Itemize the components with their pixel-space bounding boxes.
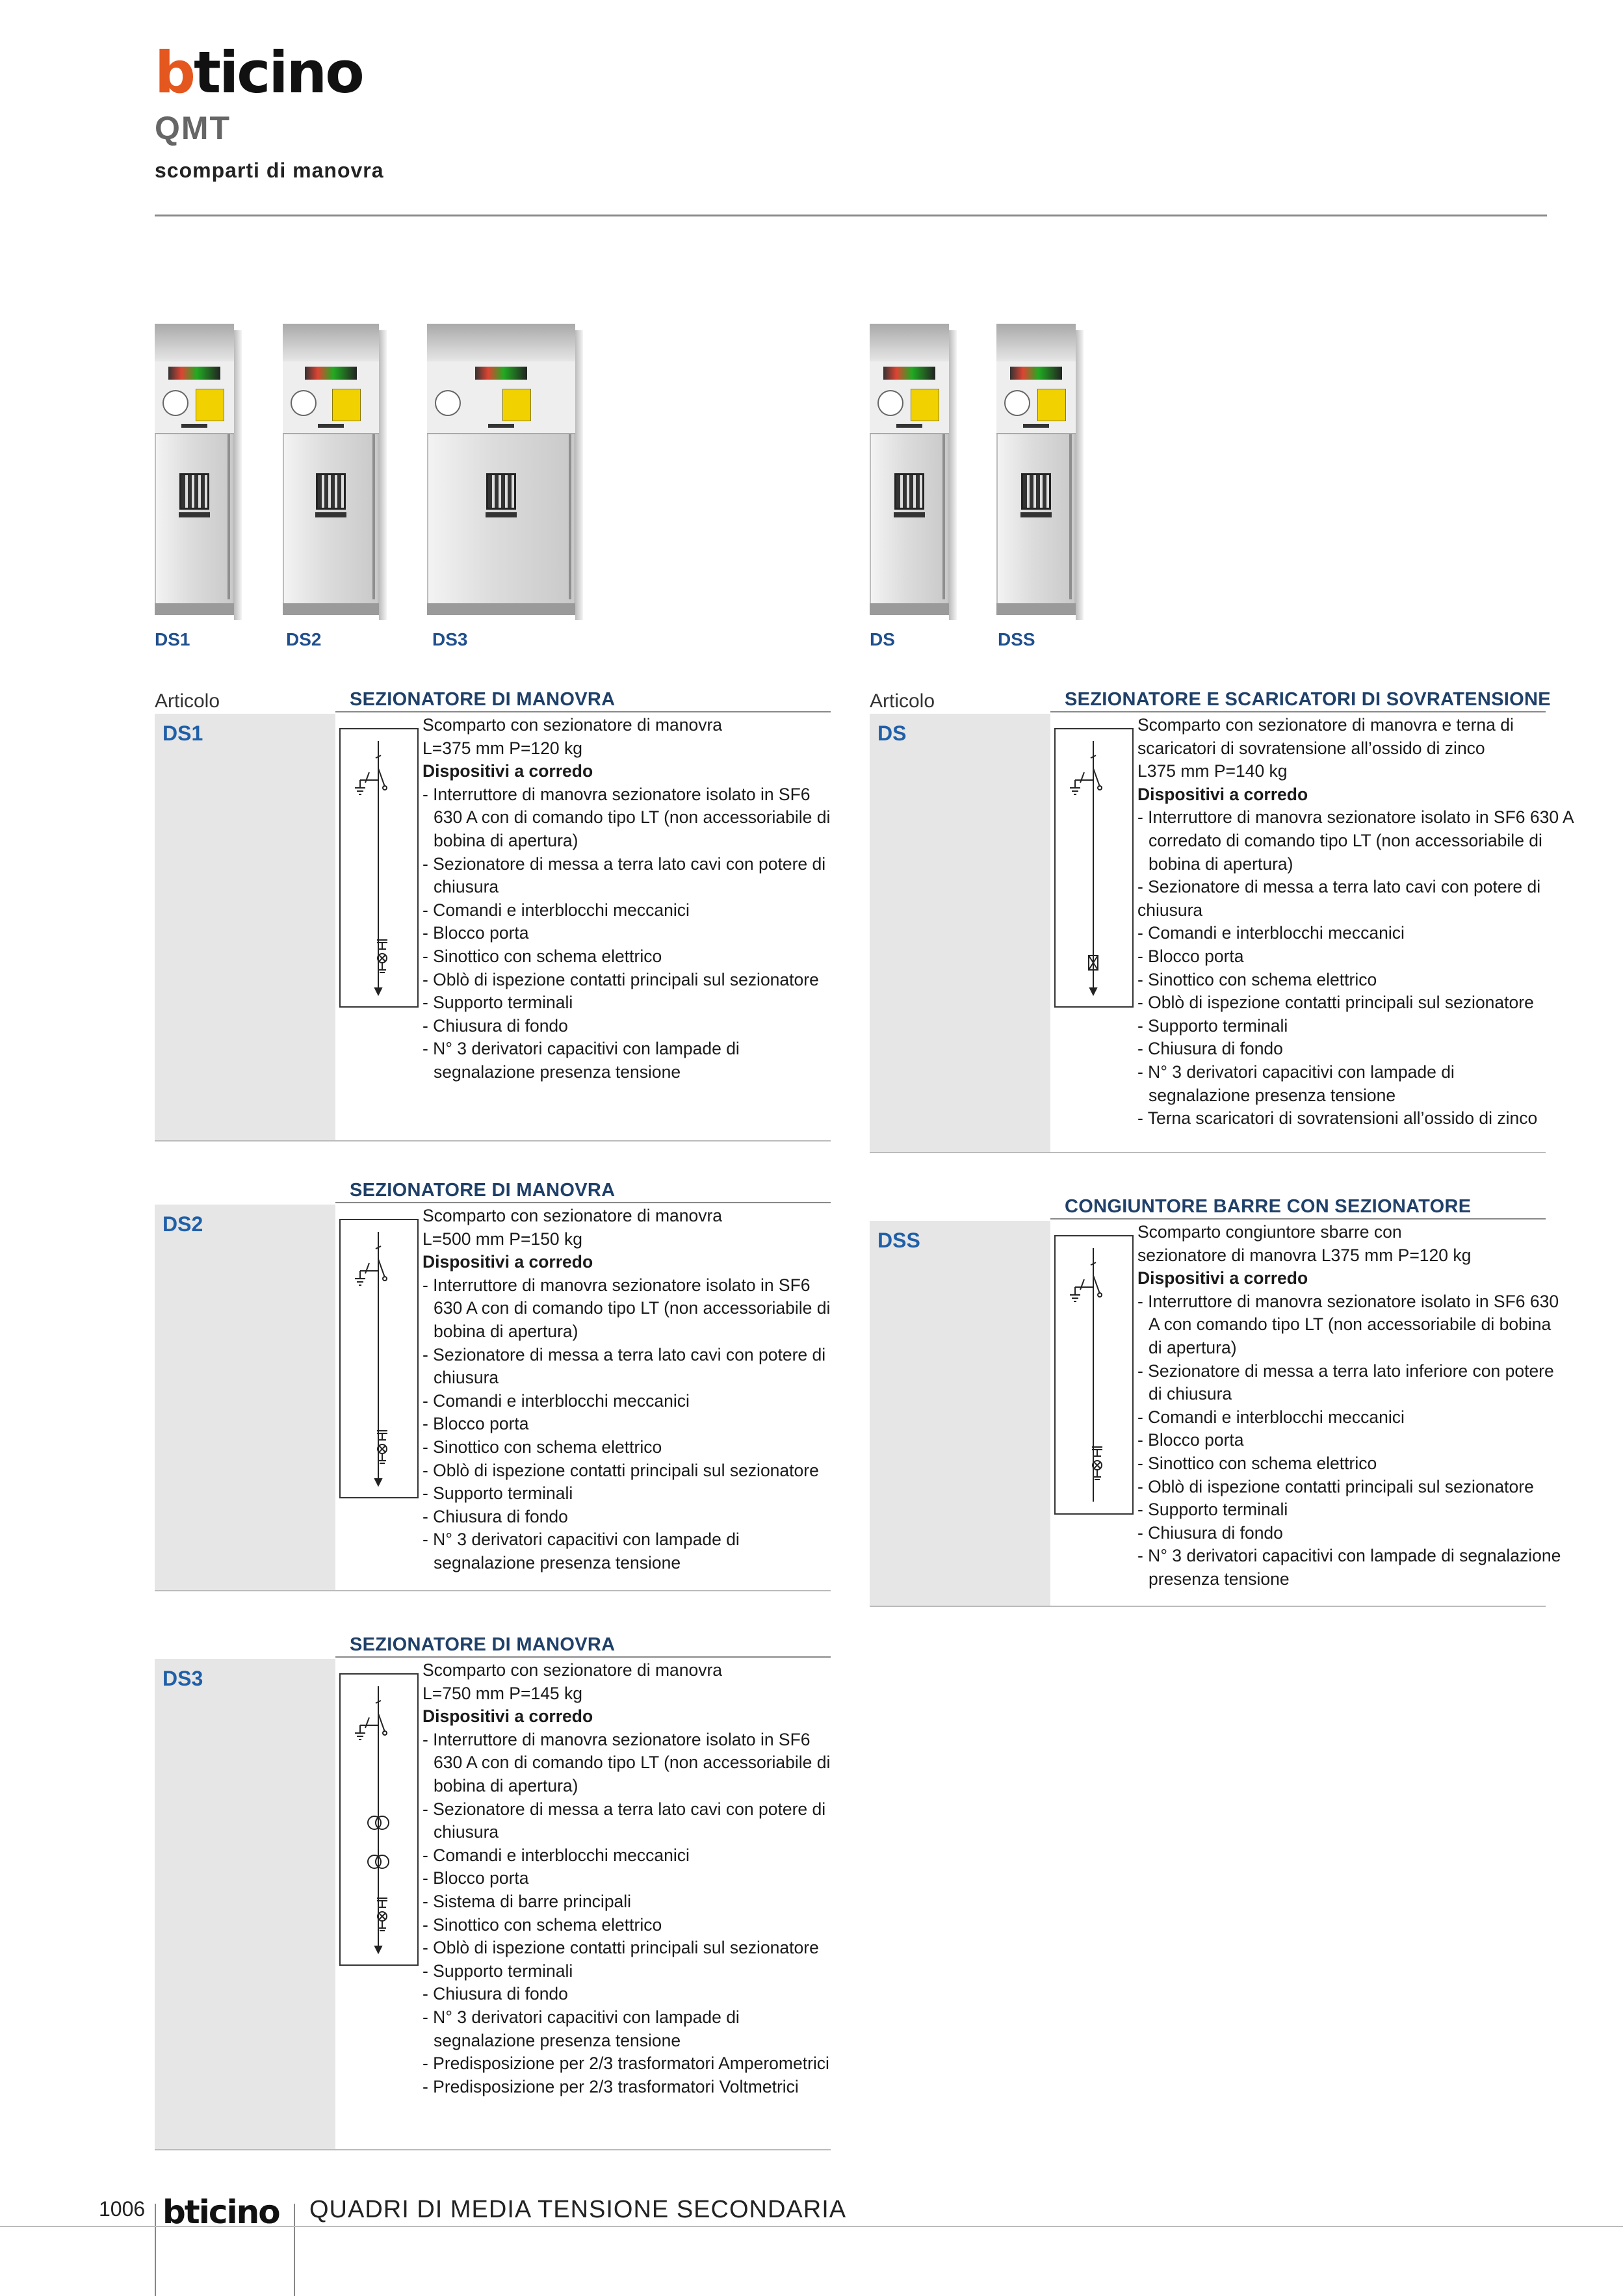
description-line: bobina di apertura) bbox=[434, 1775, 578, 1795]
footer-divider-left bbox=[155, 2204, 156, 2296]
description-line: Dispositivi a corredo bbox=[1137, 1268, 1308, 1288]
description-line: 630 A con di comando tipo LT (non accessoriabile di bbox=[434, 1753, 831, 1773]
description-line: - Interruttore di manovra sezionatore isolato in SF6 bbox=[422, 1275, 811, 1295]
description-line: - Blocco porta bbox=[422, 1414, 529, 1434]
single-line-diagram-ds2 bbox=[339, 1219, 419, 1498]
section-title-ds3: SEZIONATORE DI MANOVRA bbox=[350, 1634, 616, 1655]
description-line: L375 mm P=140 kg bbox=[1137, 761, 1288, 781]
section-title-ds1: SEZIONATORE DI MANOVRA bbox=[350, 689, 616, 710]
article-header-left: Articolo bbox=[155, 690, 220, 712]
description-line: - Supporto terminali bbox=[1137, 1015, 1288, 1036]
description-line: - Sistema di barre principali bbox=[422, 1891, 632, 1911]
description-line: - Oblò di ispezione contatti principali sul sezionatore bbox=[422, 1938, 819, 1958]
description-line: L=375 mm P=120 kg bbox=[422, 738, 583, 758]
description-line: - Blocco porta bbox=[422, 923, 529, 943]
article-code-ds2: DS2 bbox=[162, 1212, 203, 1236]
description-line: Scomparto congiuntore sbarre con bbox=[1137, 1222, 1402, 1242]
description-line: - Chiusura di fondo bbox=[422, 1984, 568, 2004]
description-line: - N° 3 derivatori capacitivi con lampade di bbox=[422, 2007, 740, 2027]
description-line: - Blocco porta bbox=[1137, 946, 1244, 966]
section-title-rule bbox=[335, 1656, 831, 1658]
article-column-ds1 bbox=[155, 714, 335, 1140]
description-line: Dispositivi a corredo bbox=[422, 761, 593, 781]
description-line: - Sinottico con schema elettrico bbox=[422, 1437, 662, 1457]
description-line: - Interruttore di manovra sezionatore isolato in SF6 630 A bbox=[1137, 807, 1574, 828]
description-line: segnalazione presenza tensione bbox=[434, 2030, 681, 2050]
description-line: - Oblò di ispezione contatti principali sul sezionatore bbox=[422, 1460, 819, 1480]
cabinet-label-ds2: DS2 bbox=[286, 629, 322, 649]
description-line: - Sinottico con schema elettrico bbox=[1137, 969, 1377, 989]
description-line: - Comandi e interblocchi meccanici bbox=[422, 900, 690, 920]
article-code-ds3: DS3 bbox=[162, 1667, 203, 1690]
page-subtitle: scomparti di manovra bbox=[155, 159, 384, 182]
description-line: - Interruttore di manovra sezionatore isolato in SF6 bbox=[422, 1729, 811, 1749]
article-code-ds: DS bbox=[877, 722, 907, 745]
section-title-rule bbox=[335, 711, 831, 712]
article-column-ds2 bbox=[155, 1205, 335, 1590]
single-line-diagram-ds bbox=[1054, 728, 1134, 1008]
description-line: bobina di apertura) bbox=[434, 1321, 578, 1341]
description-line: - Predisposizione per 2/3 trasformatori Voltmetrici bbox=[422, 2076, 799, 2096]
brand-logo: bticino bbox=[155, 39, 363, 106]
description-line: - Oblò di ispezione contatti principali sul sezionatore bbox=[1137, 1476, 1534, 1496]
description-line: segnalazione presenza tensione bbox=[1149, 1085, 1396, 1105]
description-line: - Chiusura di fondo bbox=[1137, 1039, 1283, 1059]
cabinet-image-ds bbox=[870, 324, 949, 615]
section-title-rule bbox=[335, 1202, 831, 1203]
description-line: - Predisposizione per 2/3 trasformatori Amperometrici bbox=[422, 2054, 829, 2074]
description-line: - N° 3 derivatori capacitivi con lampade di segnalazione bbox=[1137, 1546, 1561, 1566]
section-title-dss: CONGIUNTORE BARRE CON SEZIONATORE bbox=[1065, 1196, 1472, 1217]
description-line: - Oblò di ispezione contatti principali sul sezionatore bbox=[1137, 993, 1534, 1013]
description-line: Dispositivi a corredo bbox=[422, 1706, 593, 1727]
cabinet-image-ds2 bbox=[283, 324, 379, 615]
description-line: presenza tensione bbox=[1149, 1569, 1290, 1589]
description-line: - Comandi e interblocchi meccanici bbox=[422, 1845, 690, 1865]
description-line: - Supporto terminali bbox=[422, 1483, 573, 1504]
section-title-rule bbox=[1050, 1218, 1546, 1220]
description-line: - Chiusura di fondo bbox=[1137, 1522, 1283, 1543]
page-number: 1006 bbox=[99, 2197, 146, 2221]
description-line: Scomparto con sezionatore di manovra bbox=[422, 715, 723, 735]
article-column-ds bbox=[870, 714, 1050, 1152]
description-line: corredato di comando tipo LT (non accessoriabile di bbox=[1149, 830, 1542, 850]
description-line: - Sezionatore di messa a terra lato cavi con potere di bbox=[1137, 877, 1541, 897]
section-bottom-rule bbox=[155, 1590, 831, 1591]
description-line: - Sezionatore di messa a terra lato cavi con potere di bbox=[422, 854, 826, 874]
description-line: di apertura) bbox=[1149, 1337, 1237, 1357]
description-line: Dispositivi a corredo bbox=[1137, 784, 1308, 804]
section-bottom-rule bbox=[155, 2149, 831, 2150]
section-description-dss bbox=[1137, 1221, 1561, 1591]
description-line: - Supporto terminali bbox=[422, 993, 573, 1013]
product-name: QMT bbox=[155, 110, 231, 146]
cabinet-image-ds1 bbox=[155, 324, 234, 615]
description-line: bobina di apertura) bbox=[434, 830, 578, 850]
single-line-diagram-dss bbox=[1054, 1235, 1134, 1515]
description-line: - N° 3 derivatori capacitivi con lampade di bbox=[1137, 1062, 1455, 1082]
description-line: segnalazione presenza tensione bbox=[434, 1062, 681, 1082]
section-description-ds2 bbox=[422, 1205, 830, 1575]
footer-title: QUADRI DI MEDIA TENSIONE SECONDARIA bbox=[309, 2196, 847, 2223]
description-line: chiusura bbox=[434, 877, 499, 897]
description-line: - Chiusura di fondo bbox=[422, 1506, 568, 1526]
description-line: L=500 mm P=150 kg bbox=[422, 1229, 583, 1249]
section-title-ds: SEZIONATORE E SCARICATORI DI SOVRATENSIONE bbox=[1065, 689, 1551, 710]
cabinet-label-ds: DS bbox=[870, 629, 895, 649]
description-line: - Chiusura di fondo bbox=[422, 1015, 568, 1036]
single-line-diagram-ds1 bbox=[339, 728, 419, 1008]
description-line: Scomparto con sezionatore di manovra bbox=[422, 1660, 723, 1680]
description-line: A con comando tipo LT (non accessoriabile di bobina bbox=[1149, 1314, 1552, 1335]
description-line: - Terna scaricatori di sovratensioni all’ossido di zinco bbox=[1137, 1108, 1538, 1128]
description-line: - Supporto terminali bbox=[1137, 1500, 1288, 1520]
description-line: chiusura bbox=[434, 1822, 499, 1842]
cabinet-image-ds3 bbox=[427, 324, 575, 615]
description-line: - Comandi e interblocchi meccanici bbox=[422, 1390, 690, 1411]
article-code-ds1: DS1 bbox=[162, 722, 203, 745]
description-line: Scomparto con sezionatore di manovra e terna di bbox=[1137, 715, 1514, 735]
cabinet-label-dss: DSS bbox=[998, 629, 1035, 649]
description-line: scaricatori di sovratensione all’ossido di zinco bbox=[1137, 738, 1485, 758]
cabinet-image-dss bbox=[996, 324, 1076, 615]
description-line: chiusura bbox=[434, 1368, 499, 1388]
description-line: - Interruttore di manovra sezionatore isolato in SF6 bbox=[422, 784, 811, 804]
description-line: - Blocco porta bbox=[1137, 1430, 1244, 1450]
article-code-dss: DSS bbox=[877, 1229, 920, 1252]
description-line: L=750 mm P=145 kg bbox=[422, 1683, 583, 1703]
header-rule bbox=[155, 215, 1547, 216]
description-line: - N° 3 derivatori capacitivi con lampade di bbox=[422, 1530, 740, 1550]
section-bottom-rule bbox=[870, 1152, 1546, 1153]
description-line: bobina di apertura) bbox=[1149, 854, 1293, 874]
description-line: segnalazione presenza tensione bbox=[434, 1552, 681, 1572]
description-line: - Interruttore di manovra sezionatore isolato in SF6 630 bbox=[1137, 1291, 1559, 1311]
description-line: di chiusura bbox=[1149, 1384, 1232, 1404]
description-line: Scomparto con sezionatore di manovra bbox=[422, 1206, 723, 1225]
section-title-ds2: SEZIONATORE DI MANOVRA bbox=[350, 1180, 616, 1201]
description-line: - Sezionatore di messa a terra lato cavi con potere di bbox=[422, 1799, 826, 1819]
footer-logo: bticino bbox=[162, 2193, 279, 2231]
section-description-ds bbox=[1137, 714, 1574, 1130]
section-description-ds3 bbox=[422, 1659, 830, 2098]
description-line: 630 A con di comando tipo LT (non accessoriabile di bbox=[434, 1298, 831, 1318]
section-title-rule bbox=[1050, 711, 1546, 712]
section-bottom-rule bbox=[870, 1606, 1546, 1607]
description-line: - Comandi e interblocchi meccanici bbox=[1137, 923, 1405, 943]
description-line: - N° 3 derivatori capacitivi con lampade di bbox=[422, 1039, 740, 1059]
article-header-right: Articolo bbox=[870, 690, 935, 712]
description-line: Dispositivi a corredo bbox=[422, 1252, 593, 1272]
description-line: - Sinottico con schema elettrico bbox=[422, 1914, 662, 1935]
description-line: - Sinottico con schema elettrico bbox=[1137, 1453, 1377, 1473]
description-line: - Sezionatore di messa a terra lato inferiore con potere bbox=[1137, 1361, 1554, 1381]
single-line-diagram-ds3 bbox=[339, 1673, 419, 1966]
cabinet-label-ds1: DS1 bbox=[155, 629, 190, 649]
footer-divider-mid bbox=[294, 2204, 295, 2296]
description-line: chiusura bbox=[1137, 900, 1203, 920]
description-line: - Supporto terminali bbox=[422, 1961, 573, 1981]
description-line: - Comandi e interblocchi meccanici bbox=[1137, 1407, 1405, 1427]
description-line: 630 A con di comando tipo LT (non accessoriabile di bbox=[434, 807, 831, 828]
description-line: - Sinottico con schema elettrico bbox=[422, 946, 662, 966]
cabinet-label-ds3: DS3 bbox=[432, 629, 468, 649]
description-line: sezionatore di manovra L375 mm P=120 kg bbox=[1137, 1245, 1472, 1265]
section-bottom-rule bbox=[155, 1140, 831, 1141]
description-line: - Blocco porta bbox=[422, 1868, 529, 1888]
article-column-dss bbox=[870, 1221, 1050, 1606]
description-line: - Sezionatore di messa a terra lato cavi con potere di bbox=[422, 1344, 826, 1364]
description-line: - Oblò di ispezione contatti principali sul sezionatore bbox=[422, 969, 819, 989]
section-description-ds1 bbox=[422, 714, 830, 1084]
article-column-ds3 bbox=[155, 1659, 335, 2149]
